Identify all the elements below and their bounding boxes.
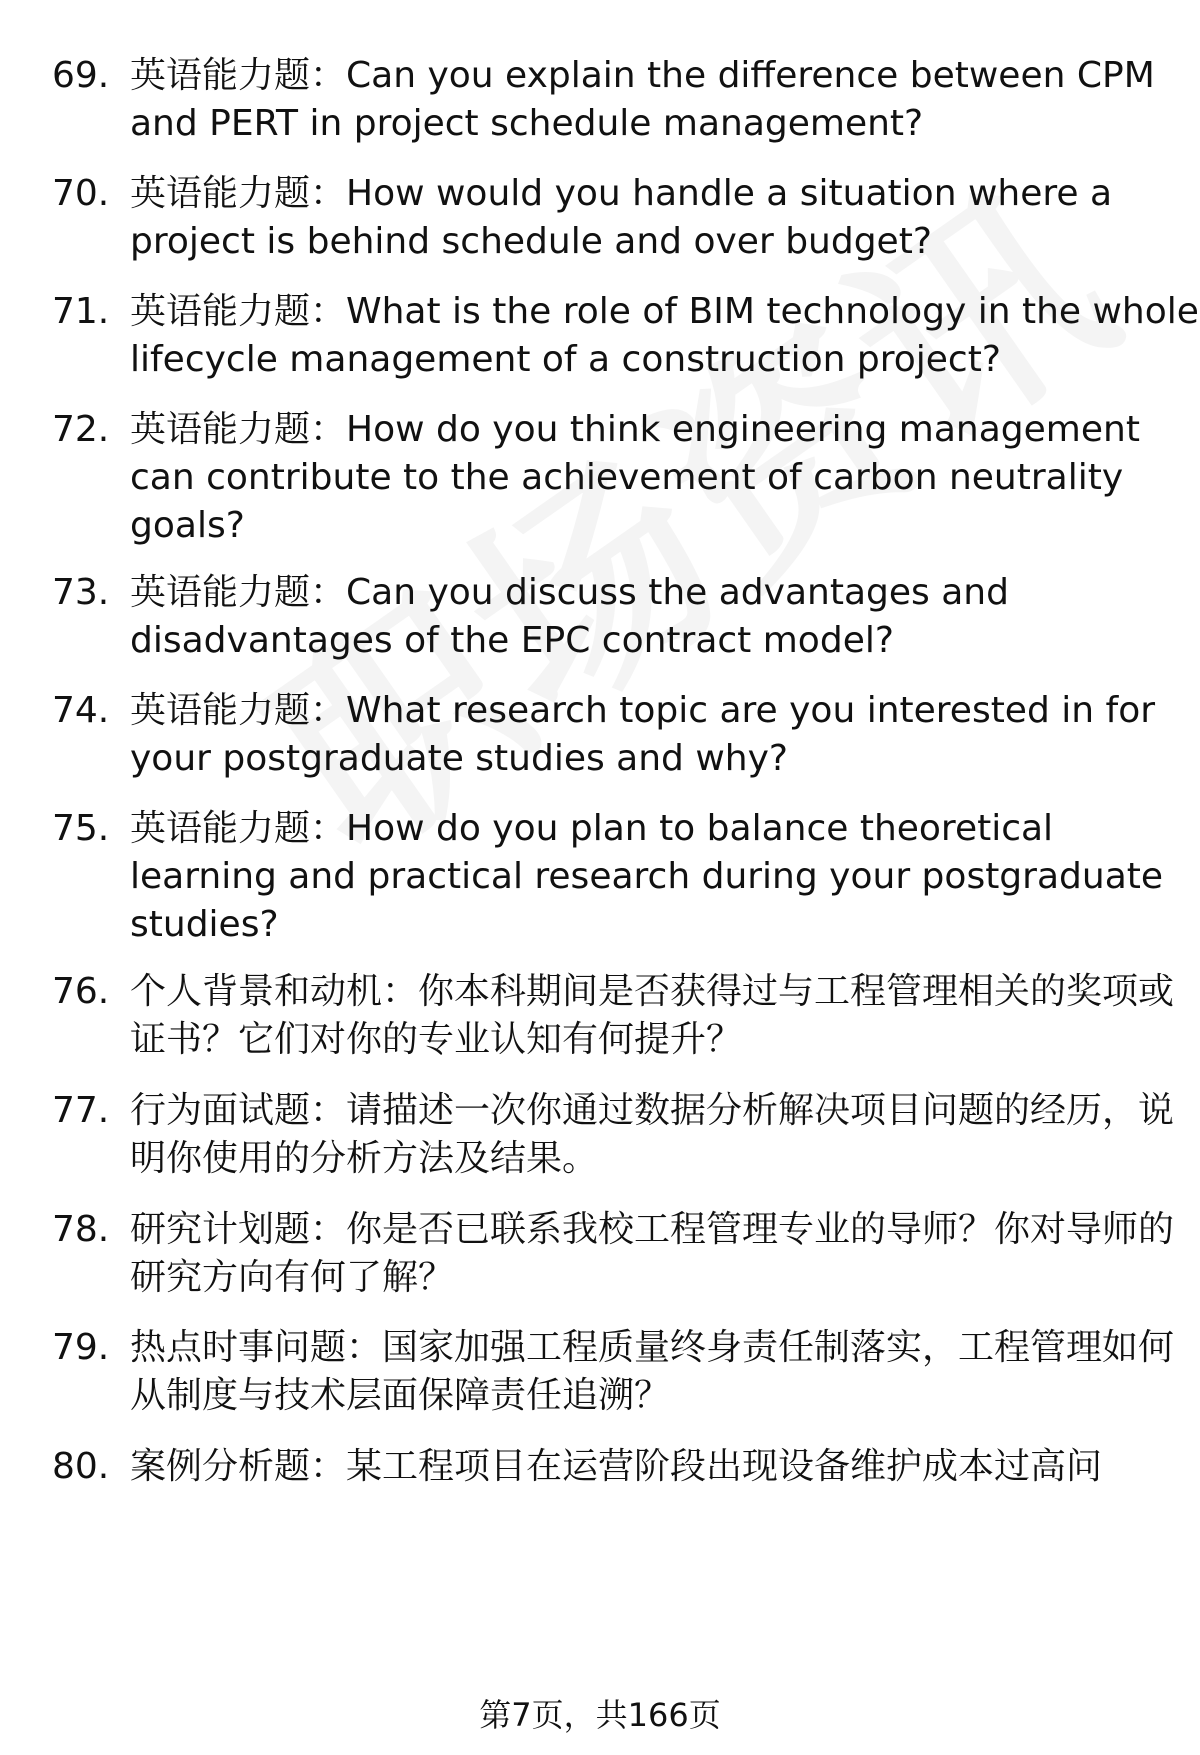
page-number-footer: 第7页，共166页 xyxy=(479,1696,721,1734)
question-number: 72. xyxy=(52,409,110,450)
question-number: 74. xyxy=(52,690,110,731)
question-number: 78. xyxy=(52,1209,110,1250)
question-text: 研究计划题：你是否已联系我校工程管理专业的导师？你对导师的研究方向有何了解？ xyxy=(130,1209,1175,1298)
question-number: 70. xyxy=(52,173,110,214)
question-text: 英语能力题：How do you plan to balance theoretical learning and practical research during your postgraduate studies? xyxy=(130,808,1164,945)
question-number: 69. xyxy=(52,55,110,96)
question-text: 英语能力题：What research topic are you interested in for your postgraduate studies and why? xyxy=(130,690,1156,779)
question-text: 热点时事问题：国家加强工程质量终身责任制落实，工程管理如何从制度与技术层面保障责任追溯？ xyxy=(130,1327,1175,1416)
question-number: 73. xyxy=(52,572,110,613)
question-number: 75. xyxy=(52,808,110,849)
question-number: 77. xyxy=(52,1090,110,1131)
question-text: 个人背景和动机：你本科期间是否获得过与工程管理相关的奖项或证书？它们对你的专业认知有何提升？ xyxy=(130,971,1175,1060)
question-number: 76. xyxy=(52,971,110,1012)
question-text: 英语能力题：How would you handle a situation where a project is behind schedule and over budget? xyxy=(130,173,1113,262)
question-text: 英语能力题：Can you discuss the advantages and disadvantages of the EPC contract model? xyxy=(130,572,1009,661)
question-text: 英语能力题：How do you think engineering management can contribute to the achievement of carbon neutrality goals? xyxy=(130,409,1140,546)
question-text: 案例分析题：某工程项目在运营阶段出现设备维护成本过高问 xyxy=(130,1446,1103,1487)
question-number: 79. xyxy=(52,1327,110,1368)
question-number: 71. xyxy=(52,291,110,332)
question-text: 英语能力题：What is the role of BIM technology in the whole lifecycle management of a construction project? xyxy=(130,291,1199,380)
question-text: 英语能力题：Can you explain the difference between CPM and PERT in project schedule management? xyxy=(130,55,1155,144)
question-text: 行为面试题：请描述一次你通过数据分析解决项目问题的经历，说明你使用的分析方法及结果。 xyxy=(130,1090,1175,1179)
question-number: 80. xyxy=(52,1446,110,1487)
